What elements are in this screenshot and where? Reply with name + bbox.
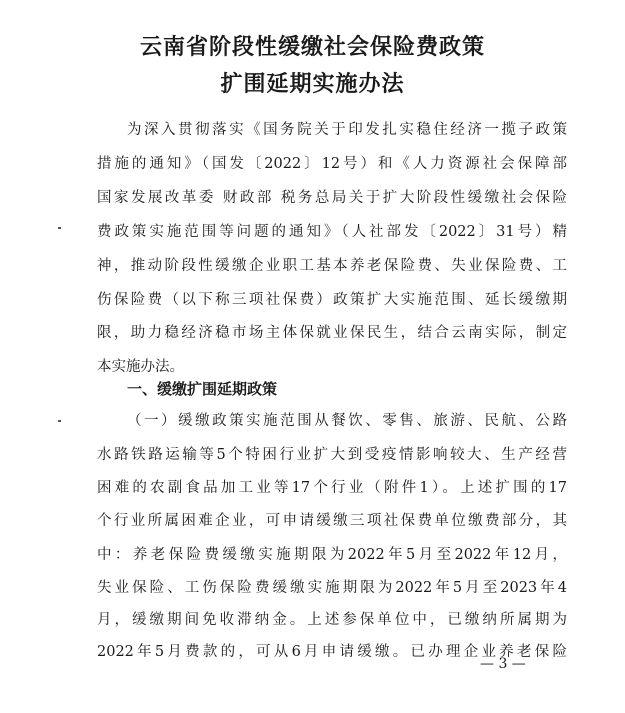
section-line: 水路铁路运输等5个特困行业扩大到受疫情影响较大、生产经营 <box>97 447 567 463</box>
intro-line: 费政策实施范围等问题的通知》（人社部发〔2022〕31号）精 <box>97 224 567 240</box>
scan-mark <box>58 420 61 422</box>
intro-line: 神，推动阶段性缓缴企业职工基本养老保险费、失业保险费、工 <box>97 258 567 274</box>
intro-line: 为深入贯彻落实《国务院关于印发扎实稳住经济一揽子政策 <box>127 122 567 138</box>
intro-line: 措施的通知》（国发〔2022〕12号）和《人力资源社会保障部 <box>97 156 567 172</box>
section-line: 中：养老保险费缓缴实施期限为2022年5月至2022年12月， <box>97 547 567 563</box>
intro-line: 伤保险费（以下称三项社保费）政策扩大实施范围、延长缓缴期 <box>97 292 567 308</box>
section-heading: 一、缓缴扩围延期政策 <box>127 380 278 398</box>
section-line: 困难的农副食品加工业等17个行业（附件1）。上述扩围的17 <box>97 480 567 496</box>
document-title-line-1: 云南省阶段性缓缴社会保险费政策 <box>139 35 485 60</box>
intro-line: 限，助力稳经济稳市场主体保就业保民生，结合云南实际，制定 <box>97 325 567 341</box>
scan-mark <box>58 227 61 229</box>
section-line: 个行业所属困难企业，可申请缓缴三项社保费单位缴费部分，其 <box>97 513 567 529</box>
intro-line: 本实施办法。 <box>97 359 184 375</box>
document-title-line-2: 扩围延期实施办法 <box>220 72 405 97</box>
intro-line: 国家发展改革委 财政部 税务总局关于扩大阶段性缓缴社会保险 <box>97 190 567 206</box>
section-line: 月，缓缴期间免收滞纳金。上述参保单位中，已缴纳所属期为 <box>97 612 567 628</box>
section-line: 2022年5月费款的，可从6月申请缓缴。已办理企业养老保险 <box>97 644 567 660</box>
section-line: （一）缓缴政策实施范围从餐饮、零售、旅游、民航、公路 <box>127 413 567 429</box>
page-number: — 3 — <box>480 656 526 672</box>
section-line: 失业保险、工伤保险费缓缴实施期限为2022年5月至2023年4 <box>97 580 567 596</box>
